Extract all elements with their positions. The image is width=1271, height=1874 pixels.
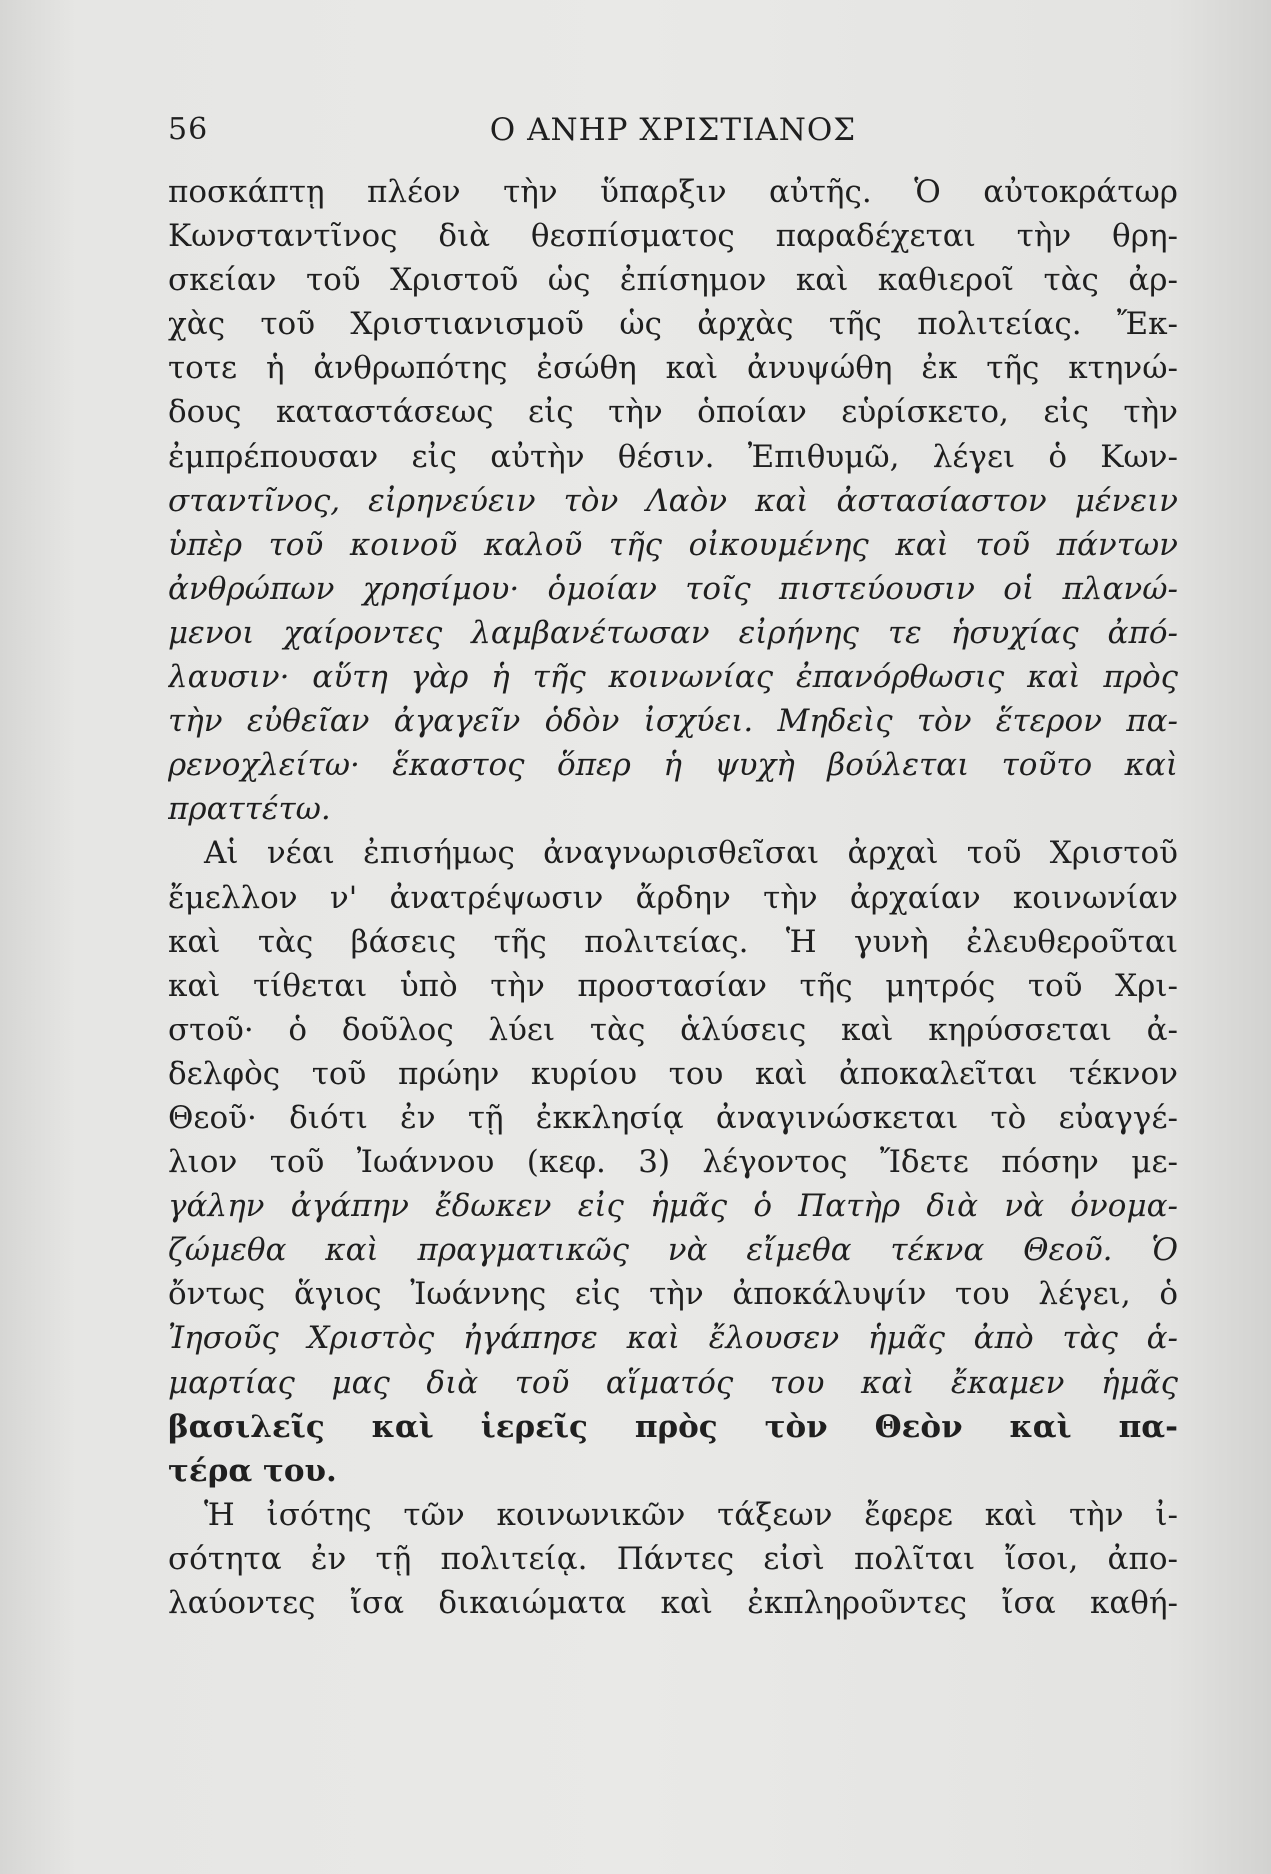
quote-line: γάλην ἀγάπην ἔδωκεν εἰς ἡμᾶς ὁ Πατὴρ διὰ νὰ ὀνομα- [168, 1188, 1178, 1225]
quote-line: ἀνθρώπων χρησίμου· ὁμοίαν τοῖς πιστεύουσιν οἱ πλανώ- [168, 570, 1178, 607]
quote-line: σταντῖνος, εἰρηνεύειν τὸν Λαὸν καὶ ἀστασίαστον μένειν [168, 482, 1178, 519]
paragraph-start-line: Αἱ νέαι ἐπισήμως ἀναγνωρισθεῖσαι ἀρχαὶ τοῦ Χριστοῦ [204, 835, 1178, 872]
bold-line: βασιλεῖς καὶ ἱερεῖς πρὸς τὸν Θεὸν καὶ πα- [168, 1408, 1178, 1445]
text-line: ἐμπρέπουσαν εἰς αὐτὴν θέσιν. Ἐπιθυμῶ, λέγει ὁ Κων- [168, 438, 1178, 475]
quote-line: ὑπὲρ τοῦ κοινοῦ καλοῦ τῆς οἰκουμένης καὶ τοῦ πάντων [168, 526, 1178, 563]
text-line: λιον τοῦ Ἰωάννου (κεφ. 3) λέγοντος Ἴδετε πόσην με- [168, 1144, 1178, 1181]
quote-line: λαυσιν· αὕτη γὰρ ἡ τῆς κοινωνίας ἐπανόρθωσις καὶ πρὸς [168, 659, 1178, 696]
running-title: Ο ΑΝΗΡ ΧΡΙΣΤΙΑΝΟΣ [489, 112, 857, 148]
quote-line: Ἰησοῦς Χριστὸς ἠγάπησε καὶ ἔλουσεν ἡμᾶς ἀπὸ τὰς ἁ- [168, 1320, 1178, 1357]
text-line: Κωνσταντῖνος διὰ θεσπίσματος παραδέχεται τὴν θρη- [168, 218, 1178, 255]
body-text [168, 170, 1178, 1625]
text-line: στοῦ· ὁ δοῦλος λύει τὰς ἁλύσεις καὶ κηρύσσεται ἀ- [168, 1011, 1178, 1048]
text-line: χὰς τοῦ Χριστιανισμοῦ ὡς ἀρχὰς τῆς πολιτείας. Ἔκ- [168, 306, 1178, 343]
text-line: ὄντως ἅγιος Ἰωάννης εἰς τὴν ἀποκάλυψίν του λέγει, ὁ [168, 1276, 1178, 1313]
text-line: λαύοντες ἴσα δικαιώματα καὶ ἐκπληροῦντες ἴσα καθή- [168, 1585, 1178, 1621]
text-line: δους καταστάσεως εἰς τὴν ὁποίαν εὑρίσκετο, εἰς τὴν [168, 394, 1178, 431]
bold-line: τέρα του. [168, 1452, 337, 1489]
paragraph-start-line: Ἡ ἰσότης τῶν κοινωνικῶν τάξεων ἔφερε καὶ τὴν ἰ- [204, 1496, 1178, 1533]
text-line: σκείαν τοῦ Χριστοῦ ὡς ἐπίσημον καὶ καθιεροῖ τὰς ἀρ- [168, 262, 1178, 299]
quote-line: μαρτίας μας διὰ τοῦ αἵματός του καὶ ἔκαμεν ἡμᾶς [168, 1364, 1178, 1401]
text-line: καὶ τίθεται ὑπὸ τὴν προστασίαν τῆς μητρός τοῦ Χρι- [168, 967, 1178, 1004]
quote-line: ρενοχλείτω· ἕκαστος ὅπερ ἡ ψυχὴ βούλεται τοῦτο καὶ [168, 747, 1178, 784]
text-line: καὶ τὰς βάσεις τῆς πολιτείας. Ἡ γυνὴ ἐλευθεροῦται [168, 923, 1178, 960]
quote-line: πραττέτω. [168, 791, 331, 828]
text-line: σότητα ἐν τῇ πολιτείᾳ. Πάντες εἰσὶ πολῖται ἴσοι, ἀπο- [168, 1540, 1178, 1577]
quote-line: τὴν εὐθεῖαν ἀγαγεῖν ὁδὸν ἰσχύει. Μηδεὶς τὸν ἕτερον πα- [168, 703, 1178, 740]
text-line: ποσκάπτῃ πλέον τὴν ὕπαρξιν αὐτῆς. Ὁ αὐτοκράτωρ [168, 174, 1178, 210]
text-line: Θεοῦ· διότι ἐν τῇ ἐκκλησίᾳ ἀναγινώσκεται τὸ εὐαγγέ- [168, 1099, 1178, 1136]
page-number: 56 [168, 112, 209, 147]
page-header [168, 112, 1178, 162]
quote-line: μενοι χαίροντες λαμβανέτωσαν εἰρήνης τε ἡσυχίας ἀπό- [168, 614, 1178, 651]
quote-line: ζώμεθα καὶ πραγματικῶς νὰ εἴμεθα τέκνα Θεοῦ. Ὁ [168, 1232, 1178, 1269]
text-line: τοτε ἡ ἀνθρωπότης ἐσώθη καὶ ἀνυψώθη ἐκ τῆς κτηνώ- [168, 350, 1178, 387]
text-line: ἔμελλον ν' ἀνατρέψωσιν ἄρδην τὴν ἀρχαίαν κοινωνίαν [168, 879, 1178, 916]
text-line: δελφὸς τοῦ πρώην κυρίου του καὶ ἀποκαλεῖται τέκνον [168, 1055, 1178, 1092]
